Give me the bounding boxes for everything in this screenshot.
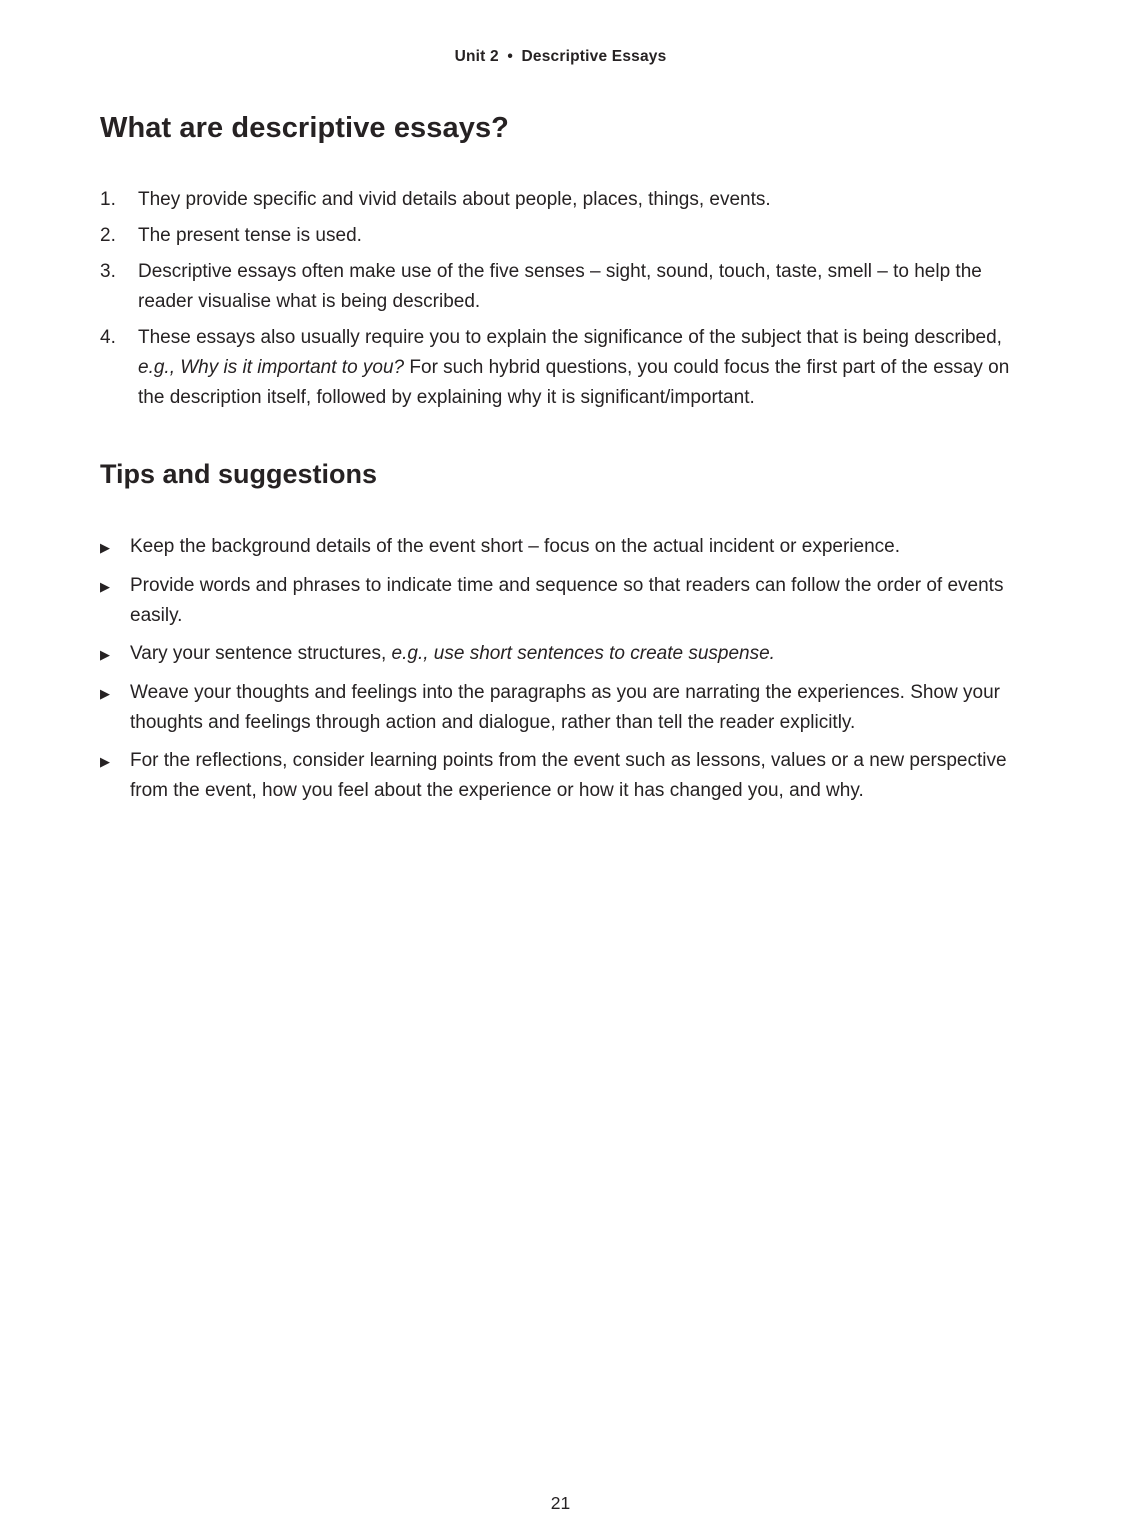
section-heading-tips-and-suggestions: Tips and suggestions [100, 459, 378, 489]
item-number: 1. [100, 189, 116, 210]
item-text [138, 257, 1035, 317]
triangle-bullet-icon: ▶ [100, 647, 110, 662]
item-text [130, 678, 1035, 738]
page-content [100, 112, 1035, 814]
bullet-item [100, 532, 1035, 563]
bullet-list [100, 532, 1035, 806]
italic-text-run: e.g., Why is it important to you? [138, 357, 405, 378]
text-run: These essays also usually require you to explain the significance of the subject that is being described, [138, 327, 1002, 348]
running-header [0, 48, 1121, 66]
triangle-bullet-icon: ▶ [100, 754, 110, 769]
item-text [130, 532, 1035, 563]
item-text [130, 571, 1035, 631]
text-run: For the reflections, consider learning points from the event such as lessons, values or a new perspective from the event, how you feel about the experience or how it has changed you, and why. [130, 750, 1007, 801]
text-run: Keep the background details of the event short – focus on the actual incident or experience. [130, 536, 901, 557]
item-text [130, 639, 1035, 670]
item-number: 2. [100, 225, 116, 246]
text-run: Descriptive essays often make use of the five senses – sight, sound, touch, taste, smell – to help the reader visualise what is being described. [138, 261, 982, 312]
text-run: Weave your thoughts and feelings into the paragraphs as you are narrating the experiences. Show your thoughts and feelings through action and dialogue, rather than tell the reader explicitly. [130, 682, 1000, 733]
triangle-bullet-icon: ▶ [100, 540, 110, 555]
numbered-item [100, 221, 1035, 251]
header-chapter-title: Descriptive Essays [521, 48, 667, 65]
numbered-item [100, 185, 1035, 215]
item-text [130, 746, 1035, 806]
header-bullet-separator: • [507, 48, 513, 65]
triangle-bullet-icon: ▶ [100, 579, 110, 594]
bullet-item [100, 639, 1035, 670]
item-text [138, 185, 1035, 215]
item-number: 3. [100, 261, 116, 282]
numbered-item [100, 323, 1035, 413]
bullet-item [100, 571, 1035, 631]
bullet-item [100, 746, 1035, 806]
text-run: They provide specific and vivid details about people, places, things, events. [138, 189, 771, 210]
triangle-bullet-icon: ▶ [100, 686, 110, 701]
page-number: 21 [550, 1493, 571, 1513]
numbered-list [100, 185, 1035, 413]
numbered-item [100, 257, 1035, 317]
item-text [138, 323, 1035, 413]
text-run: Provide words and phrases to indicate time and sequence so that readers can follow the order of events easily. [130, 575, 1004, 626]
header-unit-label: Unit 2 [454, 48, 499, 65]
text-run: Vary your sentence structures, [130, 643, 392, 664]
text-run: For such hybrid questions, you could focus the first part of the essay on the description itself, followed by explaining why it is significant/important. [138, 357, 1010, 408]
section-heading-what-are-descriptive-essays: What are descriptive essays? [100, 112, 509, 144]
text-run: The present tense is used. [138, 225, 362, 246]
item-number: 4. [100, 327, 116, 348]
item-text [138, 221, 1035, 251]
italic-text-run: e.g., use short sentences to create suspense. [391, 643, 775, 664]
bullet-item [100, 678, 1035, 738]
